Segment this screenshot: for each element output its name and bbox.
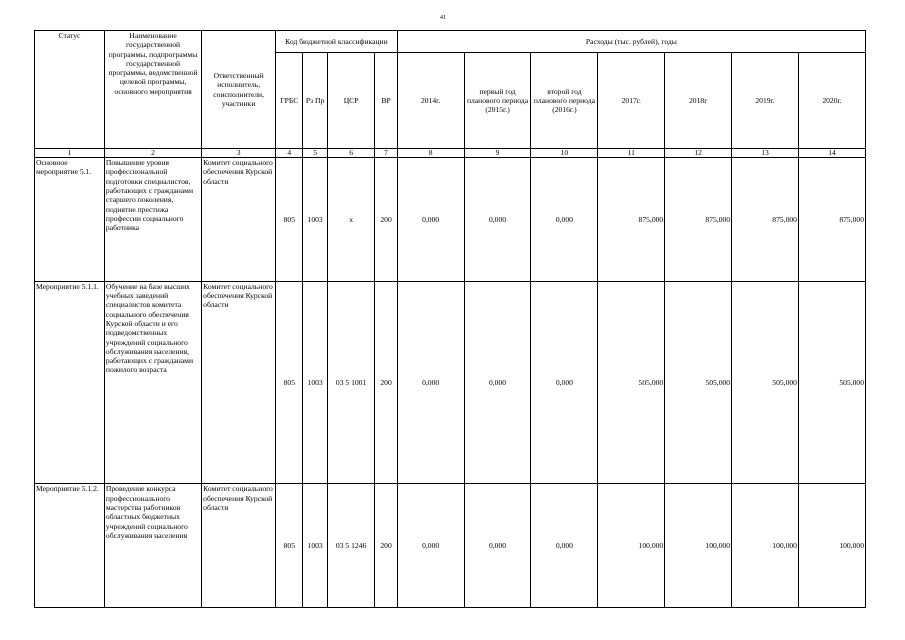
column-number: 2 [104, 149, 201, 158]
row-csr: х [327, 158, 375, 282]
row-grbs: 805 [276, 484, 303, 608]
row-value-2018: 100,000 [665, 484, 732, 608]
header-year-2014: 2014г. [397, 53, 464, 149]
row-value-2019: 100,000 [732, 484, 799, 608]
row-grbs: 805 [276, 158, 303, 282]
row-responsible: Комитет социального обеспечения Курской области [202, 158, 276, 282]
row-value-2015: 0,000 [464, 281, 531, 484]
row-value-2017: 100,000 [598, 484, 665, 608]
row-responsible: Комитет социального обеспечения Курской области [202, 484, 276, 608]
column-number: 4 [276, 149, 303, 158]
header-year-2019: 2019г. [732, 53, 799, 149]
row-name: Проведение конкурса профессионального мастерства работников областных бюджетных учреждений социального обслуживания населения [104, 484, 201, 608]
row-csr: 03 5 1246 [327, 484, 375, 608]
column-number: 12 [665, 149, 732, 158]
row-value-2020: 875,000 [798, 158, 865, 282]
table-row [35, 158, 866, 282]
row-value-2018: 875,000 [665, 158, 732, 282]
header-rzpr: Рз Пр [303, 53, 327, 149]
page-number: 41 [440, 15, 446, 21]
row-value-2016: 0,000 [531, 158, 598, 282]
column-number: 6 [327, 149, 375, 158]
column-number: 8 [397, 149, 464, 158]
row-value-2019: 505,000 [732, 281, 799, 484]
row-vr: 200 [375, 158, 397, 282]
row-grbs: 805 [276, 281, 303, 484]
header-year-2016: второй год планового периода (2016г.) [531, 53, 598, 149]
column-number: 11 [598, 149, 665, 158]
column-number: 14 [798, 149, 865, 158]
header-responsible: Ответственный исполнитель, соисполнители, участники [202, 31, 276, 149]
header-status: Статус [35, 31, 105, 149]
column-numbers-row [35, 149, 866, 158]
column-number: 13 [732, 149, 799, 158]
row-value-2014: 0,000 [397, 281, 464, 484]
header-csr: ЦСР [327, 53, 375, 149]
table-row [35, 281, 866, 484]
row-vr: 200 [375, 484, 397, 608]
row-rzpr: 1003 [303, 484, 327, 608]
row-value-2015: 0,000 [464, 158, 531, 282]
column-number: 7 [375, 149, 397, 158]
row-value-2015: 0,000 [464, 484, 531, 608]
header-code-group: Код бюджетной классификации [276, 31, 398, 53]
row-value-2020: 100,000 [798, 484, 865, 608]
row-status: Мероприятие 5.1.2. [35, 484, 105, 608]
row-value-2018: 505,000 [665, 281, 732, 484]
row-rzpr: 1003 [303, 281, 327, 484]
header-year-2020: 2020г. [798, 53, 865, 149]
table-row [35, 484, 866, 608]
row-value-2014: 0,000 [397, 484, 464, 608]
header-year-2018: 2018г [665, 53, 732, 149]
row-value-2016: 0,000 [531, 281, 598, 484]
column-number: 3 [202, 149, 276, 158]
row-value-2016: 0,000 [531, 484, 598, 608]
column-number: 1 [35, 149, 105, 158]
row-csr: 03 5 1001 [327, 281, 375, 484]
column-number: 10 [531, 149, 598, 158]
row-name: Повышение уровня профессиональной подготовки специалистов, работающих с гражданами старшего поколения, поднятие престижа профессии социального работника [104, 158, 201, 282]
header-year-2017: 2017г. [598, 53, 665, 149]
row-value-2017: 875,000 [598, 158, 665, 282]
row-vr: 200 [375, 281, 397, 484]
row-name: Обучение на базе высших учебных заведений специалистов комитета социального обеспечения Курской области и его подведомственных учреждений социального обслуживания населения, работающих с гражданами пожилого возраста [104, 281, 201, 484]
budget-table [34, 30, 866, 608]
header-name: Наименование государственной программы, подпрограммы государственной программы, ведомственной целевой программы, основного мероприятия [104, 31, 201, 149]
row-value-2020: 505,000 [798, 281, 865, 484]
row-value-2017: 505,000 [598, 281, 665, 484]
row-responsible: Комитет социального обеспечения Курской области [202, 281, 276, 484]
row-rzpr: 1003 [303, 158, 327, 282]
header-grbs: ГРБС [276, 53, 303, 149]
row-value-2019: 875,000 [732, 158, 799, 282]
column-number: 5 [303, 149, 327, 158]
row-value-2014: 0,000 [397, 158, 464, 282]
header-vr: ВР [375, 53, 397, 149]
row-status: Мероприятие 5.1.1. [35, 281, 105, 484]
row-status: Основное мероприятие 5.1. [35, 158, 105, 282]
header-year-2015: первый год планового периода (2015г.) [464, 53, 531, 149]
column-number: 9 [464, 149, 531, 158]
header-expenses-group: Расходы (тыс. рублей), годы [397, 31, 865, 53]
